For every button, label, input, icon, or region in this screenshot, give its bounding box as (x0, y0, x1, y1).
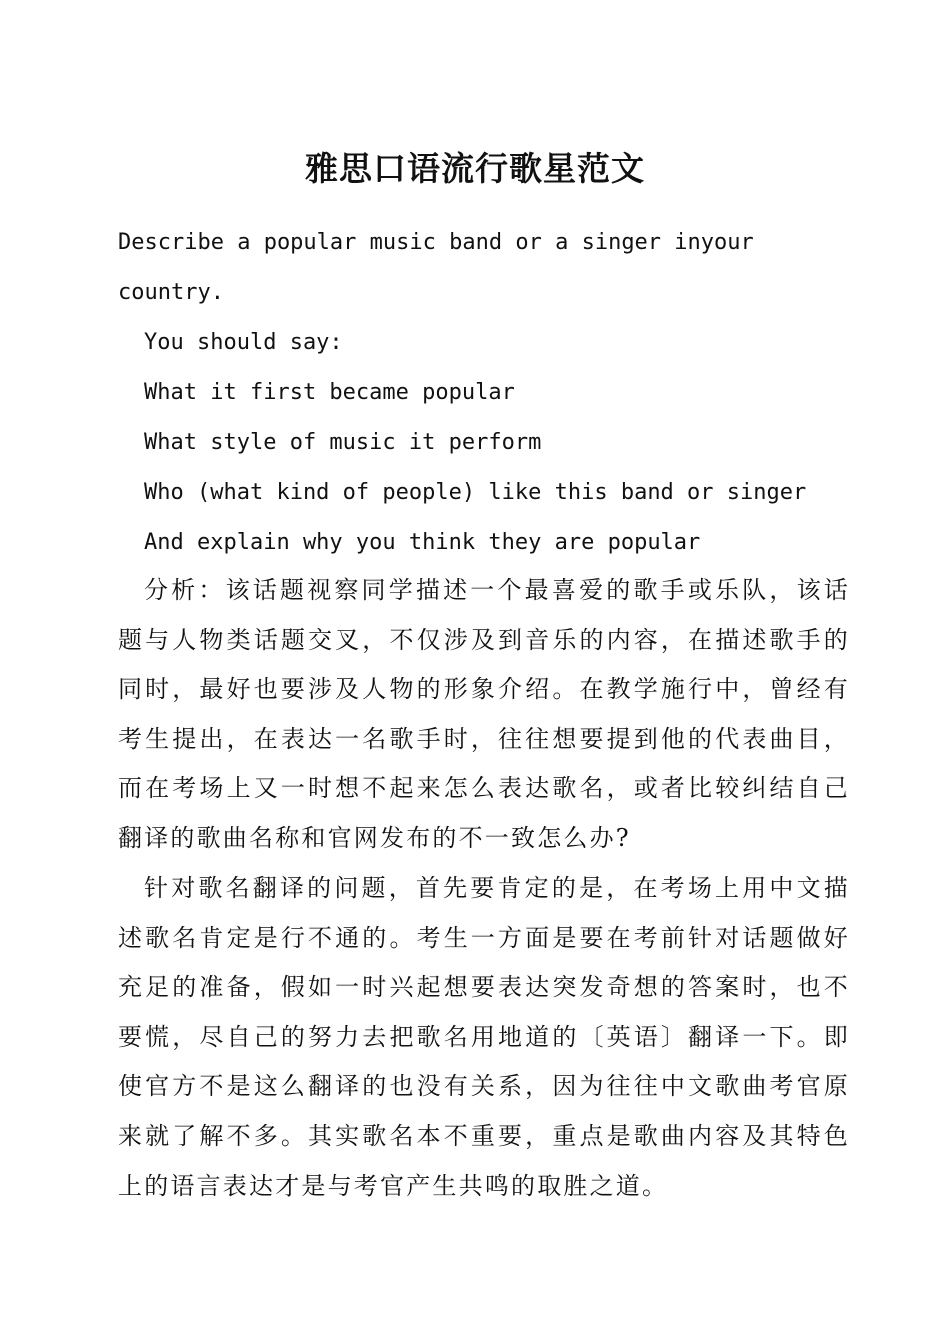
document-title: 雅思口语流行歌星范文 (305, 149, 645, 188)
prompt-line-2: country. (118, 280, 224, 305)
translation-paragraph: 针对歌名翻译的问题，首先要肯定的是，在考场上用中文描述歌名肯定是行不通的。考生一方面是要在考前针对话题做好充足的准备，假如一时兴起想要表达突发奇想的答案时，也不要慌，尽自己的努力去把歌名用地道的〔英语〕翻译一下。即使官方不是这么翻译的也没有关系，因为往往中文歌曲考官原来就了解不多。其实歌名本不重要，重点是歌曲内容及其特色上的语言表达才是与考官产生共鸣的取胜之道。 (118, 874, 850, 1200)
analysis-paragraph: 分析：该话题视察同学描述一个最喜爱的歌手或乐队，该话题与人物类话题交叉，不仅涉及到音乐的内容，在描述歌手的同时，最好也要涉及人物的形象介绍。在教学施行中，曾经有考生提出，在表达一名歌手时，往往想要提到他的代表曲目，而在考场上又一时想不起来怎么表达歌名，或者比较纠结自己翻译的歌曲名称和官网发布的不一致怎么办? (118, 576, 850, 852)
prompt-point-3: Who (what kind of people) like this band or singer (144, 480, 807, 505)
prompt-line-1: Describe a popular music band or a singer inyour (118, 230, 754, 255)
you-should-say: You should say: (144, 330, 343, 355)
prompt-point-4: And explain why you think they are popular (144, 530, 701, 555)
prompt-point-1: What it first became popular (144, 380, 515, 405)
prompt-point-2: What style of music it perform (144, 430, 542, 455)
